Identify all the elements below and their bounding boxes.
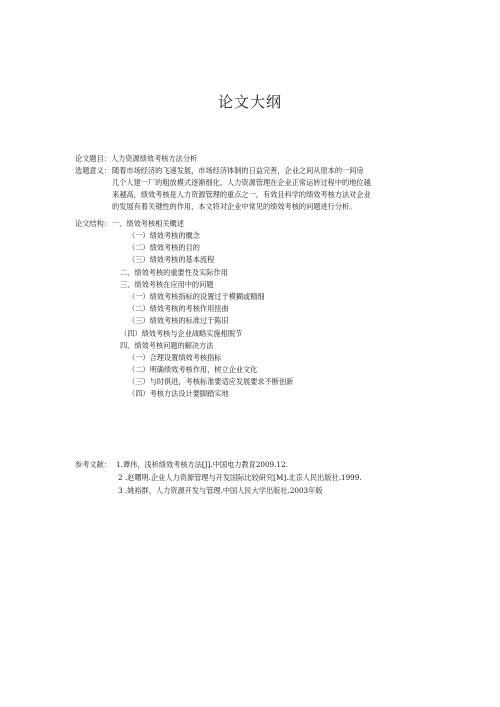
significance-label: 选题意义： (75, 166, 111, 175)
document-title: 论文大纲 (217, 93, 282, 111)
outline-subsection: （三）绩效考核的标准过于陈旧 (128, 316, 229, 325)
thesis-topic (75, 153, 197, 165)
outline-chapter: 二、绩效考核的重要性及实际作用 (120, 268, 228, 277)
significance-line: 几个人建一厂的粗放模式逐渐细化，人力资源管理在企业正常运转过程中的地位越 (112, 178, 371, 187)
outline-subsection: （四）考核方法设计要脚踏实地 (128, 389, 229, 398)
outline-chapter: 一、绩效考核相关概述 (112, 219, 184, 228)
significance (75, 165, 435, 215)
outline-subsection: （三）绩效考核的基本流程 (128, 255, 215, 264)
outline-chapter: 三、绩效考核在应用中的问题 (120, 280, 214, 289)
outline-chapter: 四、绩效考核问题的解决方法 (120, 341, 214, 350)
outline-subsection: （四）绩效考核与企业战略实施相脱节 (120, 329, 243, 338)
structure (75, 218, 395, 408)
outline-subsection: （三）与时俱进，考核标准要适应发展要求不断创新 (128, 377, 294, 386)
structure-label: 论文结构： (75, 219, 111, 228)
reference-item: 3 .姚裕群，人力资源开发与管理.中国人民大学出版社.2003年版 (118, 486, 323, 495)
significance-line: 来越高，绩效考核是人力资源管理的重点之一，有效且科学的绩效考核方法对企业 (112, 190, 371, 199)
significance-line: 的发展有着关键性的作用，本文将对企业中常见的绩效考核的问题进行分析。 (112, 202, 357, 211)
reference-item: 1.谭伟，浅析绩效考核方法[J].中国电力教育2009.12. (116, 460, 288, 469)
thesis-topic-label: 论文题目： (75, 154, 111, 163)
thesis-topic-value: 人力资源绩效考核方法分析 (110, 154, 198, 163)
outline-subsection: （一）合理设置绩效考核指标 (128, 353, 222, 362)
outline-subsection: （一）绩效考核指标的设置过于模糊或精细 (128, 292, 265, 301)
references (75, 459, 415, 499)
outline-subsection: （二）绩效考核的考核作用扭曲 (128, 304, 229, 313)
significance-line: 随着市场经济的飞速发展，市场经济体制的日益完善，企业之间从原本的一间房 (112, 166, 364, 175)
references-label: 参考文献： (75, 460, 111, 469)
reference-item: 2 .赵曙明.企业人力资源管理与开发国际比较研究[M].北京人民出版社.1999. (118, 473, 362, 482)
outline-subsection: （二）绩效考核的目的 (128, 243, 200, 252)
outline-subsection: （二）明确绩效考核作用，树立企业文化 (128, 365, 258, 374)
outline-subsection: （一）绩效考核的概念 (128, 231, 200, 240)
